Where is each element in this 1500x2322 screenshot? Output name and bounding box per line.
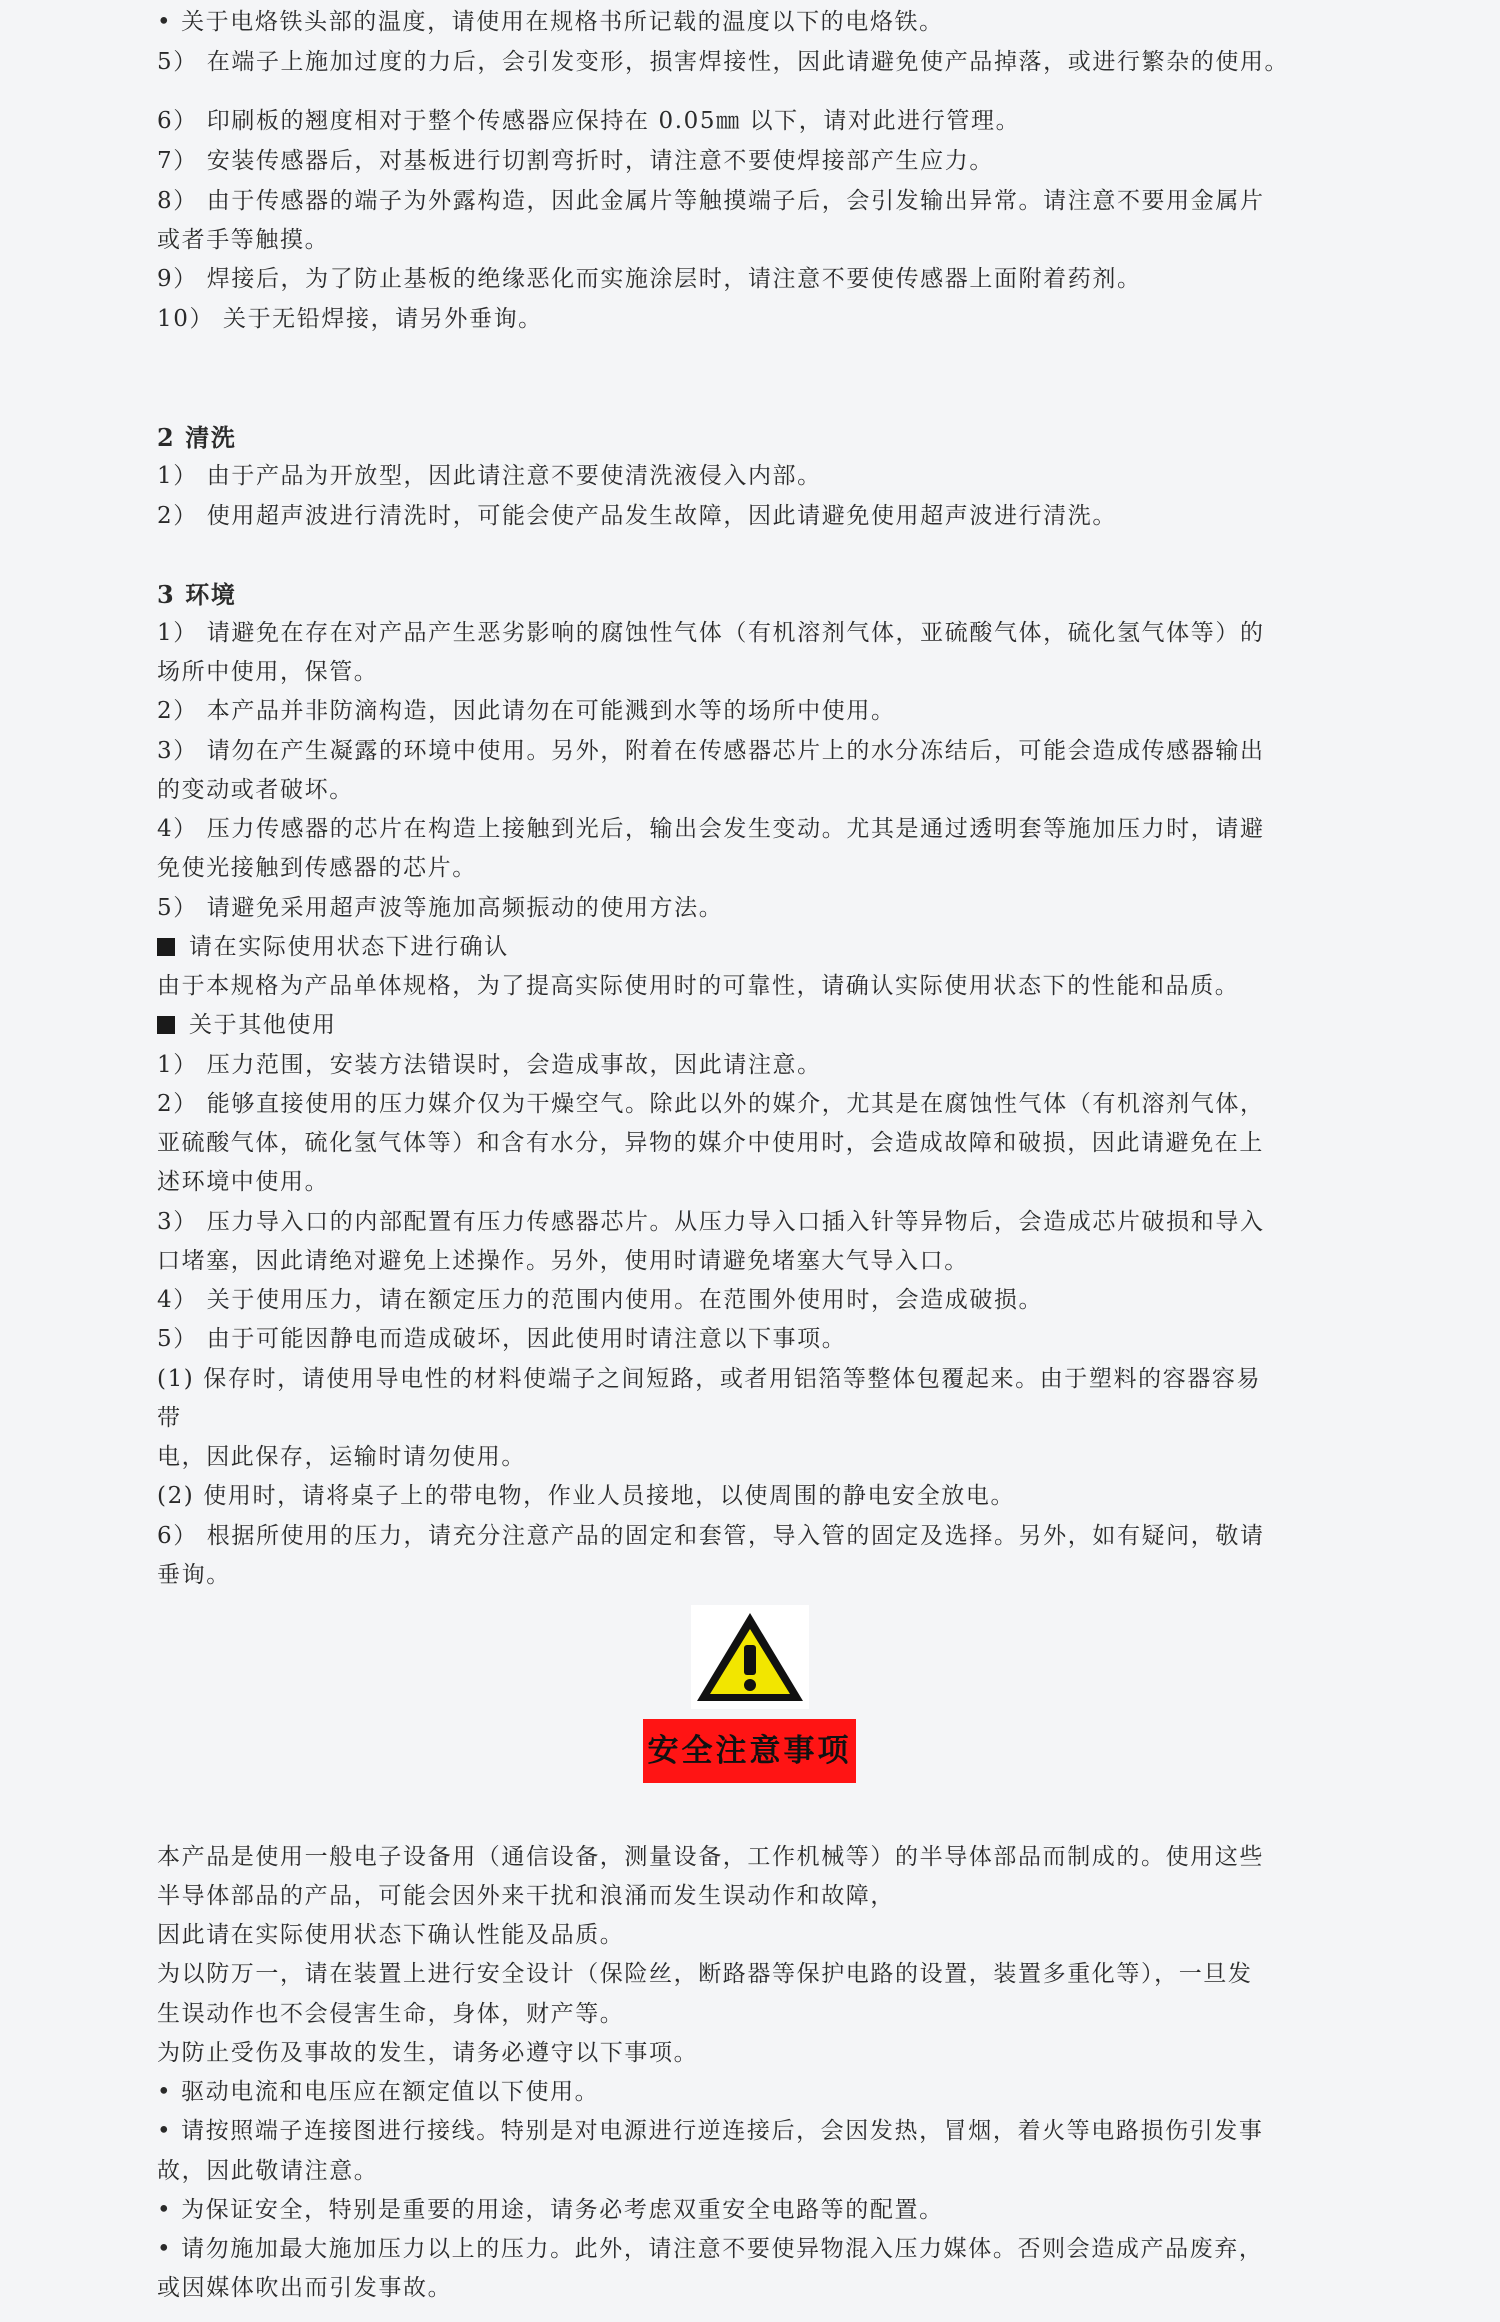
text-line: 7） 安装传感器后，对基板进行切割弯折时，请注意不要使焊接部产生应力。	[157, 148, 994, 174]
text-line: 生误动作也不会侵害生命，身体，财产等。	[157, 2001, 625, 2027]
text-line: 1） 压力范围，安装方法错误时，会造成事故，因此请注意。	[157, 1052, 822, 1078]
text-line: 3） 请勿在产生凝露的环境中使用。另外，附着在传感器芯片上的水分冻结后，可能会造成传感器输出	[157, 738, 1265, 764]
text-line: 或因媒体吹出而引发事故。	[157, 2275, 453, 2301]
text-line: 4） 压力传感器的芯片在构造上接触到光后，输出会发生变动。尤其是通过透明套等施加压力时，请避	[157, 816, 1265, 842]
square-bullet-icon	[157, 938, 175, 956]
heading-text: 关于其他使用	[189, 1012, 337, 1038]
text-line: 为防止受伤及事故的发生，请务必遵守以下事项。	[157, 2040, 699, 2066]
text-line: 或者手等触摸。	[157, 227, 330, 253]
section-heading-cleaning: 2 清洗	[157, 423, 237, 452]
text-line: 述环境中使用。	[157, 1169, 330, 1195]
text-line: 垂询。	[157, 1562, 231, 1588]
text-line: 3） 压力导入口的内部配置有压力传感器芯片。从压力导入口插入针等异物后，会造成芯片破损和导入	[157, 1209, 1265, 1235]
text-line: 10） 关于无铅焊接，请另外垂询。	[157, 306, 543, 332]
section-heading-environment: 3 环境	[157, 580, 237, 609]
text-line: 故，因此敬请注意。	[157, 2158, 379, 2184]
text-line: 带	[157, 1405, 182, 1431]
section-heading-other	[157, 1006, 1357, 1045]
text-line: 9） 焊接后，为了防止基板的绝缘恶化而实施涂层时，请注意不要使传感器上面附着药剂。	[157, 266, 1142, 292]
text-line: • 关于电烙铁头部的温度，请使用在规格书所记载的温度以下的电烙铁。	[157, 9, 944, 35]
text-line: 因此请在实际使用状态下确认性能及品质。	[157, 1922, 625, 1948]
text-line: 由于本规格为产品单体规格，为了提高实际使用时的可靠性，请确认实际使用状态下的性能和品质。	[157, 973, 1240, 999]
text-line: • 请按照端子连接图进行接线。特别是对电源进行逆连接后，会因发热，冒烟，着火等电路损伤引发事	[157, 2118, 1264, 2144]
text-line: (1) 保存时，请使用导电性的材料使端子之间短路，或者用铝箔等整体包覆起来。由于塑料的容器容易	[157, 1366, 1262, 1392]
text-line: 8） 由于传感器的端子为外露构造，因此金属片等触摸端子后，会引发输出异常。请注意不要用金属片	[157, 188, 1265, 214]
text-line: 5） 在端子上施加过度的力后，会引发变形，损害焊接性，因此请避免使产品掉落，或进行繁杂的使用。	[157, 49, 1290, 75]
text-line: (2) 使用时，请将桌子上的带电物，作业人员接地，以使周围的静电安全放电。	[157, 1483, 1016, 1509]
square-bullet-icon	[157, 1016, 175, 1034]
text-line: 5） 由于可能因静电而造成破坏，因此使用时请注意以下事项。	[157, 1326, 847, 1352]
text-line: 场所中使用，保管。	[157, 659, 379, 685]
text-line: 2） 使用超声波进行清洗时，可能会使产品发生故障，因此请避免使用超声波进行清洗。	[157, 503, 1117, 529]
text-line: 为以防万一，请在装置上进行安全设计（保险丝，断路器等保护电路的设置，装置多重化等），一旦发	[157, 1961, 1253, 1987]
text-line: 2） 本产品并非防滴构造，因此请勿在可能溅到水等的场所中使用。	[157, 698, 896, 724]
text-line: 6） 印刷板的翘度相对于整个传感器应保持在 0.05㎜ 以下，请对此进行管理。	[157, 108, 1021, 134]
safety-notice-banner: 安全注意事项	[643, 1719, 856, 1783]
warning-triangle-icon	[691, 1605, 809, 1709]
text-line: 亚硫酸气体，硫化氢气体等）和含有水分，异物的媒介中使用时，会造成故障和破损，因此请避免在上	[157, 1130, 1264, 1156]
text-line: 6） 根据所使用的压力，请充分注意产品的固定和套管，导入管的固定及选择。另外，如有疑问，敬请	[157, 1523, 1265, 1549]
text-line: 本产品是使用一般电子设备用（通信设备，测量设备，工作机械等）的半导体部品而制成的。使用这些	[157, 1844, 1264, 1870]
text-line: • 为保证安全，特别是重要的用途，请务必考虑双重安全电路等的配置。	[157, 2197, 944, 2223]
text-line: 5） 请避免采用超声波等施加高频振动的使用方法。	[157, 895, 724, 921]
text-line: 电，因此保存，运输时请勿使用。	[157, 1444, 526, 1470]
text-line: 免使光接触到传感器的芯片。	[157, 855, 477, 881]
text-line: • 驱动电流和电压应在额定值以下使用。	[157, 2079, 600, 2105]
text-line: 口堵塞，因此请绝对避免上述操作。另外，使用时请避免堵塞大气导入口。	[157, 1248, 969, 1274]
section-heading-confirm	[157, 928, 1357, 967]
heading-text: 请在实际使用状态下进行确认	[189, 934, 509, 960]
text-line: 1） 请避免在存在对产品产生恶劣影响的腐蚀性气体（有机溶剂气体，亚硫酸气体，硫化氢气体等）的	[157, 620, 1265, 646]
text-line: • 请勿施加最大施加压力以上的压力。此外，请注意不要使异物混入压力媒体。否则会造成产品废弃，	[157, 2236, 1264, 2262]
text-line: 半导体部品的产品，可能会因外来干扰和浪涌而发生误动作和故障，	[157, 1883, 895, 1909]
text-line: 的变动或者破坏。	[157, 777, 354, 803]
text-line: 4） 关于使用压力，请在额定压力的范围内使用。在范围外使用时，会造成破损。	[157, 1287, 1044, 1313]
text-line: 1） 由于产品为开放型，因此请注意不要使清洗液侵入内部。	[157, 463, 822, 489]
text-line: 2） 能够直接使用的压力媒介仅为干燥空气。除此以外的媒介，尤其是在腐蚀性气体（有机溶剂气体，	[157, 1091, 1265, 1117]
